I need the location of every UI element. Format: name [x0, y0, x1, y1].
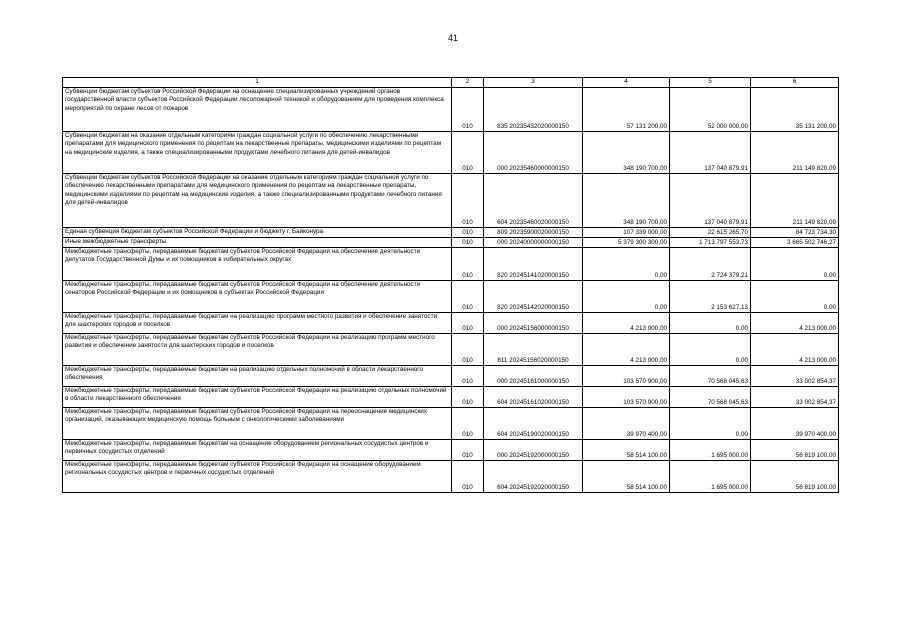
- header-row: [63, 78, 839, 88]
- row-executed-amount: 1 713 797 553,73: [670, 238, 751, 248]
- row-unexecuted-amount: 35 131 200,00: [751, 88, 839, 132]
- row-unexecuted-amount: 211 149 820,09: [751, 132, 839, 174]
- table-row: [63, 440, 839, 461]
- row-line-code: 010: [452, 88, 484, 132]
- row-line-code: 010: [452, 461, 484, 493]
- row-approved-amount: 103 570 900,00: [583, 366, 670, 387]
- row-unexecuted-amount: 39 970 400,00: [751, 408, 839, 440]
- row-line-code: 010: [452, 387, 484, 408]
- row-approved-amount: 57 131 200,00: [583, 88, 670, 132]
- row-approved-amount: 107 339 000,00: [583, 228, 670, 238]
- header-cell: 1: [63, 78, 452, 88]
- row-budget-classification-code: 604 20245192020000150: [484, 461, 583, 493]
- row-budget-classification-code: 000 20245161000000150: [484, 366, 583, 387]
- row-budget-classification-code: 604 20245161020000150: [484, 387, 583, 408]
- row-budget-classification-code: 820 20245142020000150: [484, 281, 583, 313]
- row-description: Межбюджетные трансферты, передаваемые бюджетам субъектов Российской Федерации на реализацию отдельных полномочий в области лекарственного обеспечения: [63, 387, 452, 408]
- row-budget-classification-code: 000 20240000000000150: [484, 238, 583, 248]
- row-description: Межбюджетные трансферты, передаваемые бюджетам субъектов Российской Федерации на реализацию программ местного развития и обеспечение занятости для шахтерских городов и поселков: [63, 334, 452, 366]
- row-description: Единая субвенция бюджетам субъектов Российской Федерации и бюджету г. Байконура: [63, 228, 452, 238]
- header-cell: 3: [484, 78, 583, 88]
- row-description: Межбюджетные трансферты, передаваемые бюджетам субъектов Российской Федерации на обеспечение деятельности сенаторов Российской Федерации и их помощников в субъектах Российской Федерации: [63, 281, 452, 313]
- row-executed-amount: 0,00: [670, 313, 751, 334]
- row-description: Межбюджетные трансферты, передаваемые бюджетам на оснащение оборудованием региональных сосудистых центров и первичных сосудистых отделений: [63, 440, 452, 461]
- row-line-code: 010: [452, 132, 484, 174]
- row-unexecuted-amount: 56 819 100,00: [751, 440, 839, 461]
- row-approved-amount: 348 190 700,00: [583, 132, 670, 174]
- row-unexecuted-amount: 33 002 854,37: [751, 366, 839, 387]
- row-executed-amount: 2 724 379,21: [670, 248, 751, 281]
- header-cell: 5: [670, 78, 751, 88]
- row-approved-amount: 0,00: [583, 248, 670, 281]
- row-line-code: 010: [452, 174, 484, 228]
- row-budget-classification-code: 000 20235460000000150: [484, 132, 583, 174]
- table-row: [63, 248, 839, 281]
- budget-table: [62, 77, 839, 493]
- row-description: Межбюджетные трансферты, передаваемые бюджетам на реализацию отдельных полномочий в области лекарственного обеспечения: [63, 366, 452, 387]
- row-description: Межбюджетные трансферты, передаваемые бюджетам субъектов Российской Федерации на переоснащение медицинских организаций, оказывающих медицинскую помощь больным с онкологическими заболеваниями: [63, 408, 452, 440]
- row-executed-amount: 137 040 879,91: [670, 174, 751, 228]
- row-unexecuted-amount: 211 149 820,09: [751, 174, 839, 228]
- row-description: Межбюджетные трансферты, передаваемые бюджетам субъектов Российской Федерации на оснащение оборудованием региональных сосудистых центров и первичных сосудистых отделений: [63, 461, 452, 493]
- row-approved-amount: 58 514 100,00: [583, 440, 670, 461]
- table-row: [63, 366, 839, 387]
- row-approved-amount: 4 213 000,00: [583, 334, 670, 366]
- row-unexecuted-amount: 56 819 100,00: [751, 461, 839, 493]
- row-budget-classification-code: 835 20235432020000150: [484, 88, 583, 132]
- table-row: [63, 228, 839, 238]
- row-budget-classification-code: 809 20235900020000150: [484, 228, 583, 238]
- table-row: [63, 88, 839, 132]
- row-budget-classification-code: 000 20245156000000150: [484, 313, 583, 334]
- page-number: 41: [447, 33, 458, 43]
- row-line-code: 010: [452, 334, 484, 366]
- row-budget-classification-code: 604 20245190020000150: [484, 408, 583, 440]
- row-approved-amount: 58 514 100,00: [583, 461, 670, 493]
- row-line-code: 010: [452, 366, 484, 387]
- row-unexecuted-amount: 0,00: [751, 281, 839, 313]
- row-executed-amount: 0,00: [670, 334, 751, 366]
- row-description: Субвенции бюджетам субъектов Российской Федерации на оснащение специализированных учреждений органов государственной власти субъектов Российской Федерации лесопожарной техникой и оборудованием для проведения комплекса мероприятий по охране лесов от пожаров: [63, 88, 452, 132]
- row-line-code: 010: [452, 238, 484, 248]
- row-line-code: 010: [452, 281, 484, 313]
- row-description: Иные межбюджетные трансферты: [63, 238, 452, 248]
- row-approved-amount: 103 570 900,00: [583, 387, 670, 408]
- row-line-code: 010: [452, 248, 484, 281]
- row-executed-amount: 137 040 879,91: [670, 132, 751, 174]
- row-unexecuted-amount: 4 213 000,00: [751, 313, 839, 334]
- row-approved-amount: 348 190 700,00: [583, 174, 670, 228]
- row-approved-amount: 4 213 000,00: [583, 313, 670, 334]
- row-budget-classification-code: 000 20245192000000150: [484, 440, 583, 461]
- row-executed-amount: 1 695 000,00: [670, 440, 751, 461]
- row-budget-classification-code: 811 20245156020000150: [484, 334, 583, 366]
- table-row: [63, 238, 839, 248]
- row-description: Субвенции бюджетам субъектов Российской Федерации на оказание отдельным категориям граждан социальной услуги по обеспечению лекарственными препаратами для медицинского применения по рецептам на лекарственные препараты, медицинскими изделиями по рецептам на медицинские изделия, а также специализированными продуктами лечебного питания для детей-инвалидов: [63, 174, 452, 228]
- row-line-code: 010: [452, 313, 484, 334]
- row-unexecuted-amount: 4 213 000,00: [751, 334, 839, 366]
- table-row: [63, 132, 839, 174]
- row-approved-amount: 39 970 400,00: [583, 408, 670, 440]
- row-line-code: 010: [452, 440, 484, 461]
- table-row: [63, 313, 839, 334]
- row-executed-amount: 22 615 265,70: [670, 228, 751, 238]
- row-executed-amount: 1 695 000,00: [670, 461, 751, 493]
- row-description: Межбюджетные трансферты, передаваемые бюджетам на реализацию программ местного развития и обеспечение занятости для шахтерских городов и поселков: [63, 313, 452, 334]
- row-unexecuted-amount: 0,00: [751, 248, 839, 281]
- header-cell: 6: [751, 78, 839, 88]
- row-description: Субвенции бюджетам на оказание отдельным категориям граждан социальной услуги по обеспечению лекарственными препаратами для медицинского применения по рецептам на лекарственные препараты, медицинскими изделиями по рецептам на медицинские изделия, а также специализированными продуктами лечебного питания для детей-инвалидов: [63, 132, 452, 174]
- table-row: [63, 387, 839, 408]
- row-executed-amount: 2 153 627,13: [670, 281, 751, 313]
- table-row: [63, 334, 839, 366]
- row-executed-amount: 70 568 045,63: [670, 366, 751, 387]
- row-approved-amount: 0,00: [583, 281, 670, 313]
- table-row: [63, 461, 839, 493]
- row-unexecuted-amount: 3 665 502 746,27: [751, 238, 839, 248]
- row-executed-amount: 0,00: [670, 408, 751, 440]
- header-cell: 2: [452, 78, 484, 88]
- row-budget-classification-code: 604 20235460020000150: [484, 174, 583, 228]
- table-row: [63, 281, 839, 313]
- row-approved-amount: 5 379 300 300,00: [583, 238, 670, 248]
- row-unexecuted-amount: 33 002 854,37: [751, 387, 839, 408]
- header-cell: 4: [583, 78, 670, 88]
- row-line-code: 010: [452, 228, 484, 238]
- row-executed-amount: 70 568 045,63: [670, 387, 751, 408]
- table-row: [63, 174, 839, 228]
- row-budget-classification-code: 820 20245141020000150: [484, 248, 583, 281]
- row-description: Межбюджетные трансферты, передаваемые бюджетам субъектов Российской Федерации на обеспечение деятельности депутатов Государственной Думы и их помощников в избирательных округах: [63, 248, 452, 281]
- row-line-code: 010: [452, 408, 484, 440]
- row-unexecuted-amount: 84 723 734,30: [751, 228, 839, 238]
- row-executed-amount: 52 000 000,00: [670, 88, 751, 132]
- table-row: [63, 408, 839, 440]
